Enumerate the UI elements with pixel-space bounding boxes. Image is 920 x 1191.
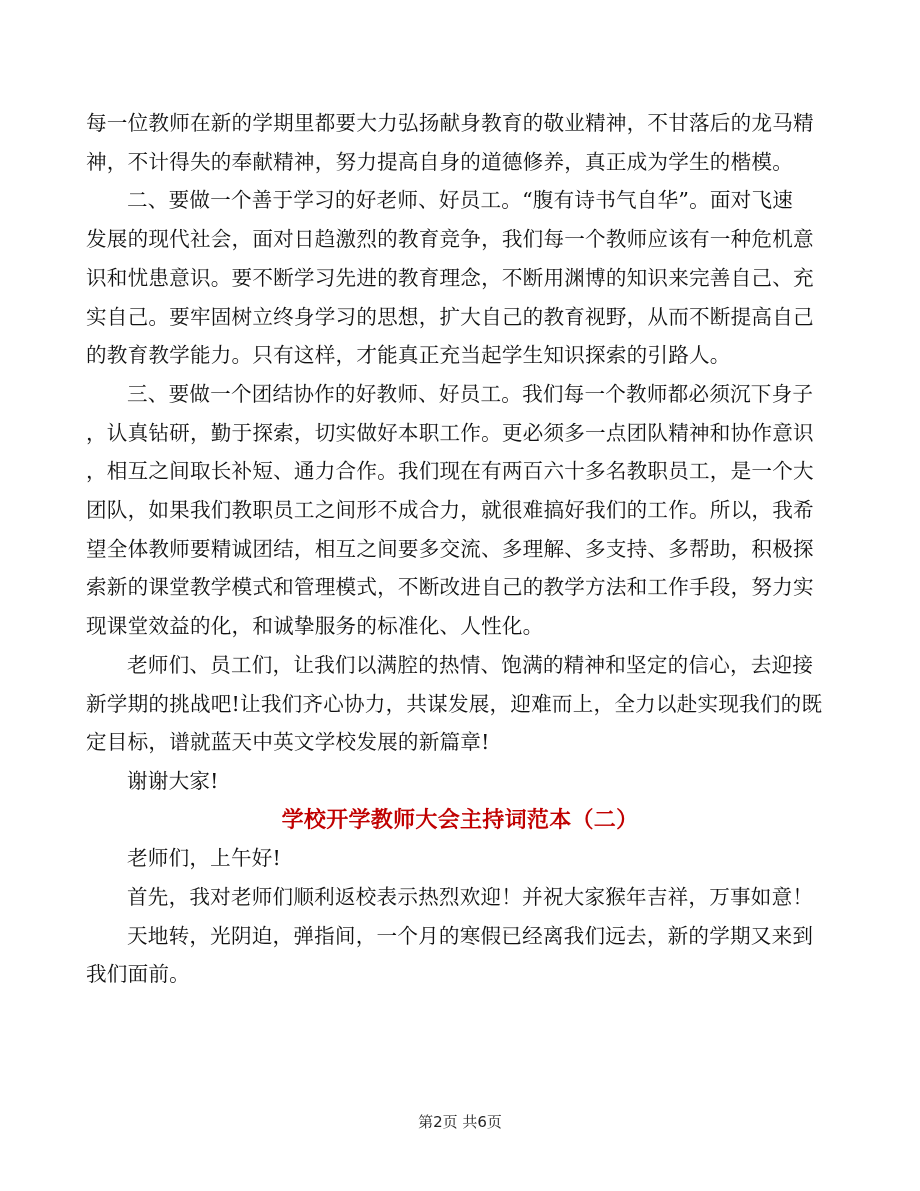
paragraph-line: 首先，我对老师们顺利返校表示热烈欢迎！并祝大家猴年吉祥，万事如意！ bbox=[127, 885, 814, 910]
paragraph bbox=[86, 375, 834, 646]
document-body bbox=[86, 104, 834, 994]
paragraph-line: 现课堂效益的化，和诚挚服务的标准化、人性化。 bbox=[86, 614, 544, 639]
paragraph-line: 老师们、员工们，让我们以满腔的热情、饱满的精神和坚定的信心，去迎接 bbox=[127, 652, 814, 677]
paragraph-line: 谢谢大家! bbox=[127, 768, 219, 793]
paragraph-line: 二、要做一个善于学习的好老师、好员工。“腹有诗书气自华”。面对飞速 bbox=[127, 188, 794, 213]
paragraph-line: 的教育教学能力。只有这样，才能真正充当起学生知识探索的引路人。 bbox=[86, 343, 731, 368]
paragraph-line: 索新的课堂教学模式和管理模式，不断改进自己的教学方法和工作手段，努力实 bbox=[86, 575, 814, 600]
paragraph bbox=[86, 917, 834, 994]
paragraph-line: 天地转，光阴迫，弹指间，一个月的寒假已经离我们远去，新的学期又来到 bbox=[127, 923, 814, 948]
section-paragraphs bbox=[86, 839, 834, 994]
paragraph bbox=[86, 181, 834, 375]
page-footer: 第2页 共6页 bbox=[418, 1113, 502, 1131]
paragraph-line: 识和忧患意识。要不断学习先进的教育理念，不断用渊博的知识来完善自己、充 bbox=[86, 265, 814, 290]
paragraph-line: ，认真钻研，勤于探索，切实做好本职工作。更必须多一点团队精神和协作意识 bbox=[86, 420, 814, 445]
paragraph-line: 每一位教师在新的学期里都要大力弘扬献身教育的敬业精神，不甘落后的龙马精 bbox=[86, 111, 814, 135]
paragraph-line: 我们面前。 bbox=[86, 962, 190, 987]
paragraph-line: 实自己。要牢固树立终身学习的思想，扩大自己的教育视野，从而不断提高自己 bbox=[86, 304, 814, 329]
paragraph-line: 望全体教师要精诚团结，相互之间要多交流、多理解、多支持、多帮助，积极探 bbox=[86, 536, 814, 561]
paragraph-line: ，相互之间取长补短、通力合作。我们现在有两百六十多名教职员工，是一个大 bbox=[86, 459, 814, 484]
paragraph-line: 老师们，上午好! bbox=[127, 846, 282, 871]
paragraph bbox=[86, 878, 834, 917]
paragraph-line: 发展的现代社会，面对日趋激烈的教育竞争，我们每一个教师应该有一种危机意 bbox=[86, 227, 814, 252]
paragraph bbox=[86, 839, 834, 878]
paragraph bbox=[86, 104, 834, 181]
paragraph-line: 新学期的挑战吧!让我们齐心协力，共谋发展，迎难而上，全力以赴实现我们的既 bbox=[86, 691, 823, 716]
paragraph-line: 三、要做一个团结协作的好教师、好员工。我们每一个教师都必须沉下身子 bbox=[127, 381, 814, 406]
section-title: 学校开学教师大会主持词范本（二） bbox=[281, 806, 639, 833]
paragraph bbox=[86, 646, 834, 762]
paragraph-line: 团队，如果我们教职员工之间形不成合力，就很难搞好我们的工作。所以，我希 bbox=[86, 498, 814, 523]
paragraph-line: 神，不计得失的奉献精神，努力提高自身的道德修养，真正成为学生的楷模。 bbox=[86, 149, 793, 174]
body-paragraphs bbox=[86, 104, 834, 801]
paragraph bbox=[86, 762, 834, 801]
paragraph-line: 定目标，谱就蓝天中英文学校发展的新篇章! bbox=[86, 730, 490, 755]
